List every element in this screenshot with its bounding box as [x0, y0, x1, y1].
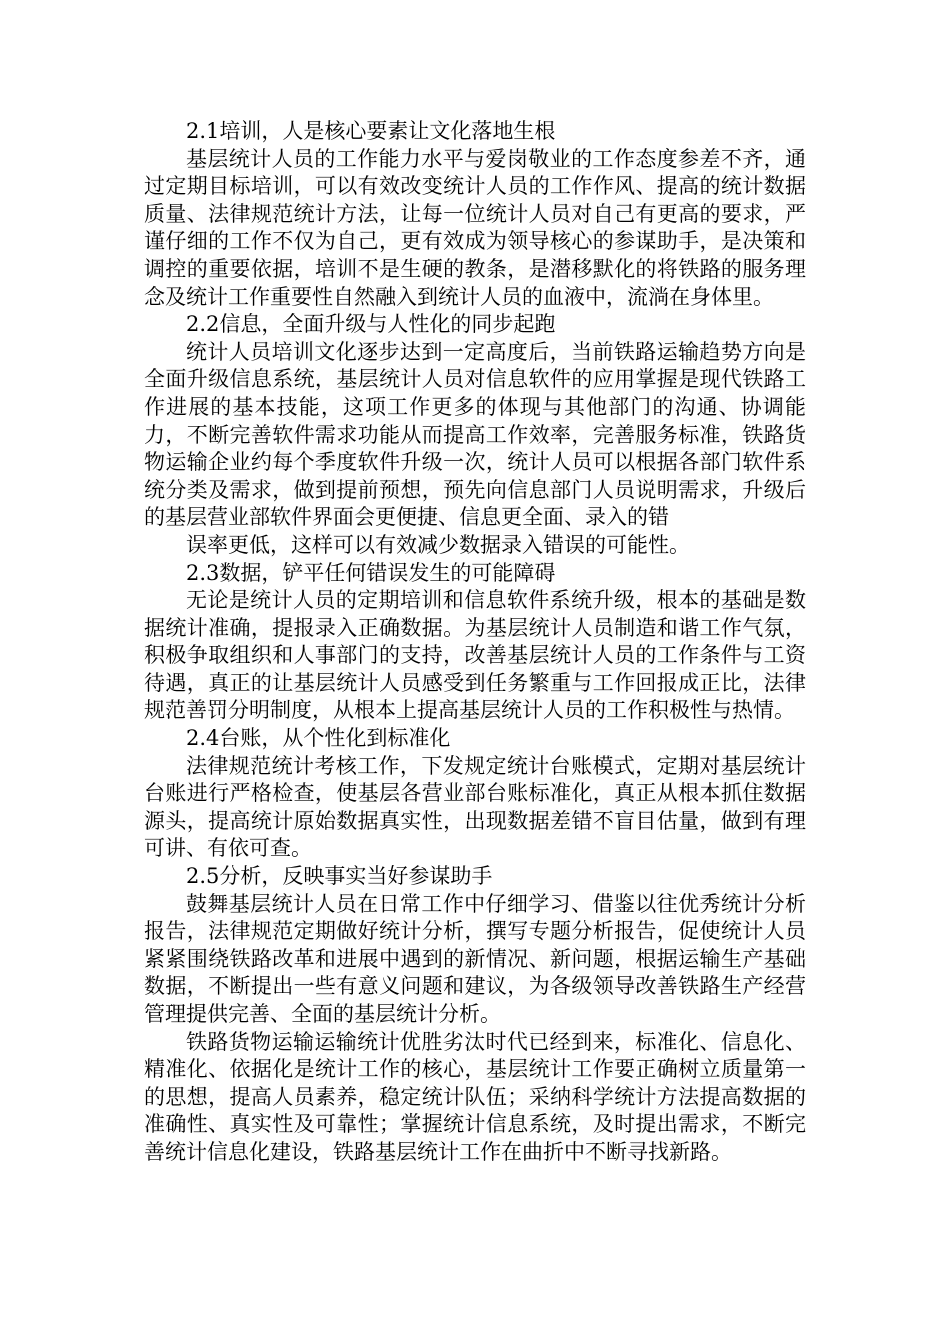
body-paragraph: 基层统计人员的工作能力水平与爱岗敬业的工作态度参差不齐，通过定期目标培训，可以有效改变统计人员的工作作风、提高的统计数据质量、法律规范统计方法，让每一位统计人员对自己有更高的要求，严谨仔细的工作不仅为自己，更有效成为领导核心的参谋助手，是决策和调控的重要依据，培训不是生硬的教条，是潜移默化的将铁路的服务理念及统计工作重要性自然融入到统计人员的血液中，流淌在身体里。: [144, 146, 806, 309]
body-paragraph: 统计人员培训文化逐步达到一定高度后，当前铁路运输趋势方向是全面升级信息系统，基层统计人员对信息软件的应用掌握是现代铁路工作进展的基本技能，这项工作更多的体现与其他部门的沟通、协调能力，不断完善软件需求功能从而提高工作效率，完善服务标准，铁路货物运输企业约每个季度软件升级一次，统计人员可以根据各部门软件系统分类及需求，做到提前预想，预先向信息部门人员说明需求，升级后的基层营业部软件界面会更便捷、信息更全面、录入的错: [144, 339, 806, 530]
section-heading-2-2: 2.2信息，全面升级与人性化的同步起跑: [186, 312, 556, 337]
section-heading-2-4: 2.4台账，从个性化到标准化: [186, 726, 451, 751]
body-paragraph: 鼓舞基层统计人员在日常工作中仔细学习、借鉴以往优秀统计分析报告，法律规范定期做好统计分析，撰写专题分析报告，促使统计人员紧紧围绕铁路改革和进展中遇到的新情况、新问题，根据运输生产基础数据，不断提出一些有意义问题和建议，为各级领导改善铁路生产经营管理提供完善、全面的基层统计分析。: [144, 891, 806, 1026]
body-paragraph: 误率更低，这样可以有效减少数据录入错误的可能性。: [186, 532, 690, 557]
body-paragraph: 法律规范统计考核工作，下发规定统计台账模式，定期对基层统计台账进行严格检查，使基层各营业部台账标准化，真正从根本抓住数据源头，提高统计原始数据真实性，出现数据差错不盲目估量，做到有理可讲、有依可查。: [144, 753, 806, 861]
conclusion-paragraph: 铁路货物运输运输统计优胜劣汰时代已经到来，标准化、信息化、精准化、依据化是统计工作的核心，基层统计工作要正确树立质量第一的思想，提高人员素养，稳定统计队伍；采纳科学统计方法提高数据的准确性、真实性及可靠性；掌握统计信息系统，及时提出需求，不断完善统计信息化建设，铁路基层统计工作在曲折中不断寻找新路。: [144, 1029, 806, 1164]
section-heading-2-3: 2.3数据，铲平任何错误发生的可能障碍: [186, 560, 556, 585]
body-paragraph: 无论是统计人员的定期培训和信息软件系统升级，根本的基础是数据统计准确，提报录入正确数据。为基层统计人员制造和谐工作气氛，积极争取组织和人事部门的支持，改善基层统计人员的工作条件与工资待遇，真正的让基层统计人员感受到任务繁重与工作回报成正比，法律规范善罚分明制度，从根本上提高基层统计人员的工作积极性与热情。: [144, 588, 806, 723]
section-heading-2-1: 2.1培训，人是核心要素让文化落地生根: [186, 119, 556, 143]
document-body: [144, 118, 806, 1167]
section-heading-2-5: 2.5分析，反映事实当好参谋助手: [186, 864, 493, 889]
